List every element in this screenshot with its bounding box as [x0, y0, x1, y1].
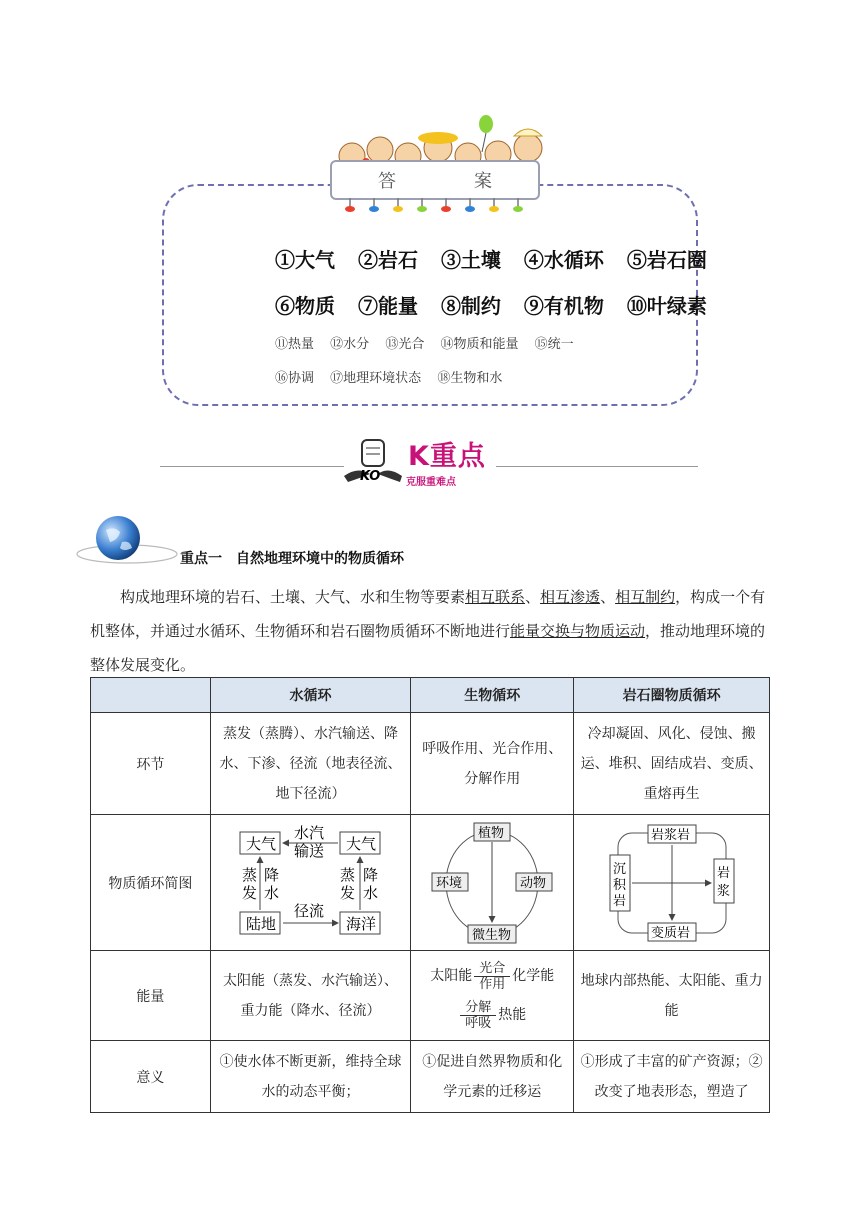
sedimentary-rock-label: 沉	[612, 861, 626, 877]
underlined-term: 相互联系	[465, 588, 526, 606]
answer-item: ⑬光合	[385, 337, 425, 352]
kids-feet-decoration	[340, 198, 530, 212]
solar-energy-label: 太阳能	[430, 968, 473, 984]
table-cell: 冷却凝固、风化、侵蚀、搬运、堆积、固结成岩、变质、重熔再生	[574, 713, 770, 815]
answer-item: ⑨有机物	[523, 294, 604, 318]
header-rule-right	[496, 466, 698, 467]
header-cell: 生物循环	[411, 678, 574, 713]
underlined-term: 相互制约	[615, 588, 676, 606]
arrow-bottom-label: 呼吸	[465, 1015, 492, 1031]
vapor-label: 输送	[293, 841, 324, 860]
decomposition-energy	[417, 1000, 567, 1031]
answer-banner	[330, 160, 540, 200]
table-row	[91, 713, 770, 815]
header-rule-left	[160, 466, 344, 467]
rock-cycle-diagram	[610, 823, 734, 943]
sedimentary-rock-label: 积	[612, 877, 626, 893]
answer-item: ⑤岩石圈	[626, 248, 707, 272]
bio-cycle-diagram	[430, 821, 554, 945]
answer-item: ⑪热量	[275, 337, 315, 352]
photosynthesis-energy	[417, 961, 567, 992]
para-text: ，构成一个有机整体，并通过水循环、生物循环和岩石圈物质循环不断地进行	[90, 588, 766, 640]
table-cell: 蒸发（蒸腾）、水汽输送、降水、下渗、径流（地表径流、地下径流）	[210, 713, 410, 815]
atmosphere-label: 大气	[245, 834, 276, 853]
evaporation-label: 蒸	[339, 865, 355, 884]
sedimentary-rock-label: 岩	[612, 893, 626, 909]
answer-item: ④水循环	[523, 248, 604, 272]
table-cell: 太阳能（蒸发、水汽输送）、重力能（降水、径流）	[210, 951, 410, 1041]
row-label: 能量	[91, 951, 211, 1041]
photosynthesis-arrow	[474, 961, 510, 992]
k-section-title: K重点	[408, 441, 486, 472]
atmosphere-label: 大气	[345, 834, 376, 853]
magma-label: 岩	[716, 865, 730, 881]
section-title: 重点一 自然地理环境中的物质循环	[180, 551, 404, 567]
answer-item: ⑭物质和能量	[440, 337, 519, 352]
k-section-subtitle: 克服重难点	[406, 477, 456, 488]
answer-item: ⑮统一	[534, 337, 574, 352]
arrow-top-label: 光合	[479, 960, 506, 976]
row-label: 意义	[91, 1041, 211, 1113]
evaporation-label: 发	[241, 883, 257, 902]
answer-item: ⑰地理环境状态	[330, 371, 422, 386]
rock-cycle-diagram-cell	[574, 815, 770, 951]
table-cell: ①促进自然界物质和化学元素的迁移运	[411, 1041, 574, 1113]
material-cycle-table	[90, 677, 770, 1113]
table-cell: ①形成了丰富的矿产资源；②改变了地表形态，塑造了	[574, 1041, 770, 1113]
underlined-term: 能量交换与物质运动	[510, 622, 646, 640]
land-label: 陆地	[245, 914, 276, 933]
water-cycle-diagram-cell	[210, 815, 410, 951]
row-label: 环节	[91, 713, 211, 815]
header-cell: 岩石圈物质循环	[574, 678, 770, 713]
answer-item: ③土壤	[440, 248, 501, 272]
runoff-label: 径流	[293, 901, 324, 920]
row-label: 物质循环简图	[91, 815, 211, 951]
magma-label: 浆	[716, 883, 730, 899]
para-text: ，推动地理环境的整体发展变化。	[90, 622, 766, 674]
evaporation-label: 蒸	[241, 865, 257, 884]
answer-title: 答 案	[378, 171, 522, 192]
table-cell: 地球内部热能、太阳能、重力能	[574, 951, 770, 1041]
metamorphic-rock-label: 变质岩	[650, 925, 690, 941]
plant-label: 植物	[478, 825, 505, 841]
underlined-term: 相互渗透	[540, 588, 601, 606]
ocean-label: 海洋	[345, 914, 376, 933]
evaporation-label: 发	[339, 883, 355, 902]
para-sep: 、	[600, 588, 616, 606]
decomposition-arrow	[460, 1000, 496, 1031]
ko-badge: KO	[360, 469, 381, 484]
table-row	[91, 1041, 770, 1113]
arrow-line	[474, 976, 510, 977]
environment-label: 环境	[436, 875, 463, 891]
header-cell	[91, 678, 211, 713]
heat-energy-label: 热能	[498, 1007, 527, 1023]
para-sep: 、	[525, 588, 541, 606]
magmatic-rock-label: 岩浆岩	[650, 827, 690, 843]
microbe-label: 微生物	[472, 927, 512, 943]
answer-item: ⑯协调	[275, 371, 315, 386]
answer-item: ⑱生物和水	[437, 371, 503, 386]
answer-item: ⑧制约	[440, 294, 501, 318]
answer-row-3	[275, 333, 586, 352]
water-cycle-diagram	[236, 824, 386, 942]
vapor-label: 水汽	[293, 823, 324, 842]
table-row	[91, 815, 770, 951]
arrow-bottom-label: 作用	[479, 976, 506, 992]
answer-item: ⑥物质	[275, 294, 335, 318]
bio-cycle-diagram-cell	[411, 815, 574, 951]
arrow-top-label: 分解	[465, 999, 492, 1015]
answer-item: ⑫水分	[330, 337, 370, 352]
para-text: 构成地理环境的岩石、土壤、大气、水和生物等要素	[120, 588, 466, 606]
bio-energy-cell	[411, 951, 574, 1041]
table-cell: 呼吸作用、光合作用、分解作用	[411, 713, 574, 815]
chemical-energy-label: 化学能	[512, 968, 555, 984]
precipitation-label: 水	[362, 883, 378, 902]
animal-label: 动物	[520, 875, 547, 891]
answer-row-1	[275, 244, 707, 273]
answer-item: ①大气	[275, 248, 335, 272]
answer-row-4	[275, 367, 514, 386]
intro-paragraph	[90, 580, 780, 682]
precipitation-label: 降	[263, 865, 279, 884]
table-row	[91, 951, 770, 1041]
precipitation-label: 水	[263, 883, 279, 902]
answer-item: ⑩叶绿素	[626, 294, 707, 318]
table-header-row	[91, 678, 770, 713]
answer-row-2	[275, 290, 707, 319]
globe-icon	[74, 514, 180, 566]
table-cell: ①使水体不断更新，维持全球水的动态平衡；	[210, 1041, 410, 1113]
precipitation-label: 降	[362, 865, 378, 884]
answer-item: ⑦能量	[357, 294, 418, 318]
answer-item: ②岩石	[357, 248, 418, 272]
header-cell: 水循环	[210, 678, 410, 713]
